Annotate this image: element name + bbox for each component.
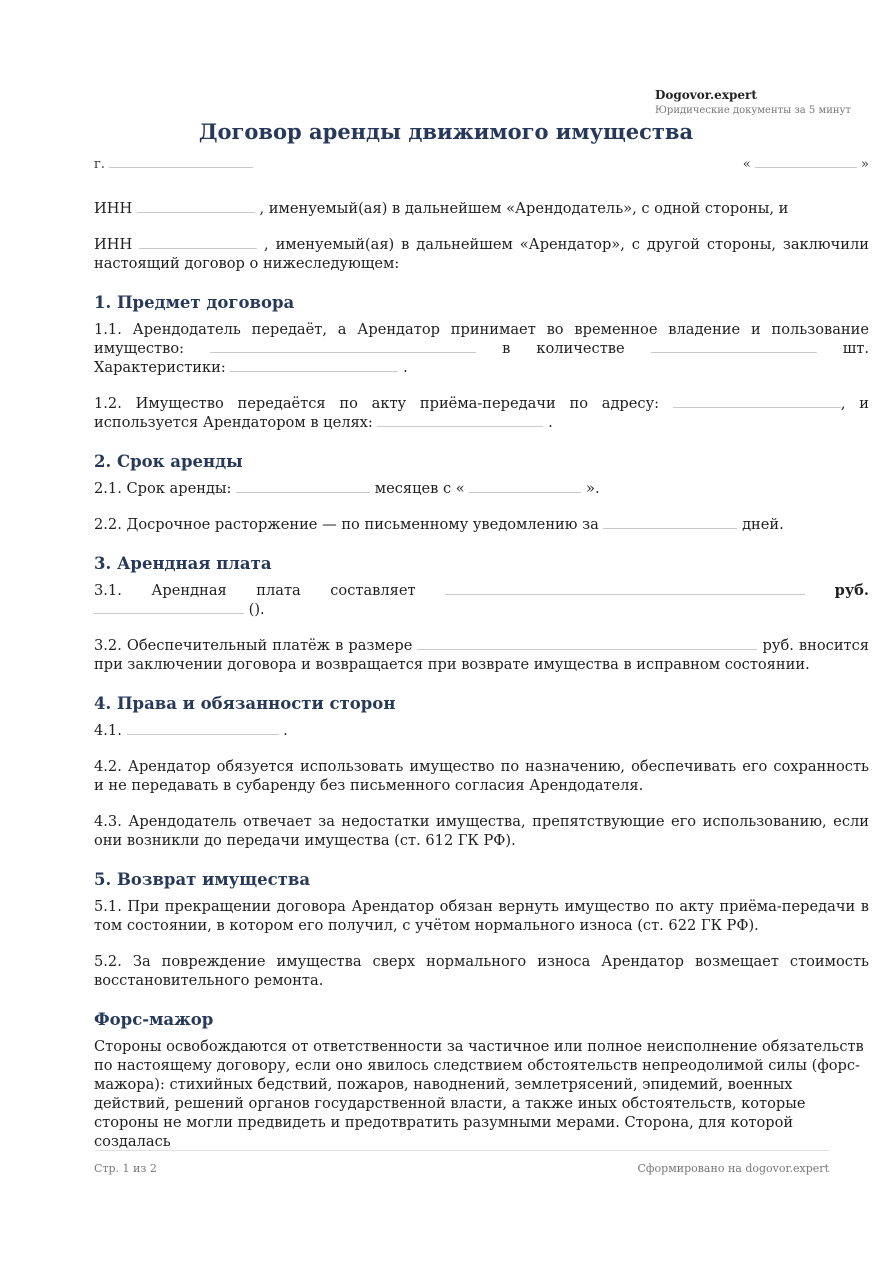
clause-2-2 <box>94 515 869 534</box>
clause-text: в количестве <box>502 340 625 357</box>
date-close-quote: » <box>861 157 869 172</box>
clause-text: 2.2. Досрочное расторжение — по письменному уведомлению за <box>94 516 599 533</box>
clause-text: 3.2. Обеспечительный платёж в размере <box>94 637 413 654</box>
date-blank[interactable] <box>755 154 857 168</box>
notice-days-blank[interactable] <box>603 515 737 529</box>
section-heading-rent: 3. Арендная плата <box>94 554 272 573</box>
intro-lessee-text: , именуемый(ая) в дальнейшем «Арендатор», с другой стороны, заключили настоящий договор о нижеследующем: <box>94 236 870 272</box>
section-heading-subject: 1. Предмет договора <box>94 293 295 312</box>
date-open-quote: « <box>742 157 751 172</box>
clause-text: дней. <box>742 516 784 533</box>
page-footer <box>94 1150 829 1175</box>
clause-text: 4.1. <box>94 722 122 739</box>
purpose-blank[interactable] <box>377 413 543 427</box>
clause-text: , и используется Арендатором в целях: <box>94 395 869 431</box>
start-date-blank[interactable] <box>469 479 581 493</box>
clause-4-2: 4.2. Арендатор обязуется использовать имущество по назначению, обеспечивать его сохранность и не передавать в субаренду без письменного согласия Арендодателя. <box>94 758 869 794</box>
rub-label: руб. <box>834 582 870 599</box>
section-heading-force-majeure: Форс-мажор <box>94 1010 214 1029</box>
address-blank[interactable] <box>673 394 841 408</box>
lessor-inn-blank[interactable] <box>137 199 255 213</box>
clause-text: . <box>403 359 408 376</box>
document-body <box>94 152 869 1151</box>
section-heading-return: 5. Возврат имущества <box>94 870 311 889</box>
clause-text: ». <box>586 480 600 497</box>
place-date-row <box>94 152 869 172</box>
quantity-blank[interactable] <box>651 339 817 353</box>
page-number: Стр. 1 из 2 <box>94 1162 157 1175</box>
clause-text: . <box>283 722 288 739</box>
section-heading-term: 2. Срок аренды <box>94 452 243 471</box>
clause-text: 2.1. Срок аренды: <box>94 480 232 497</box>
place-prefix: г. <box>94 157 105 172</box>
clause-text: месяцев с « <box>374 480 465 497</box>
section-heading-rights: 4. Права и обязанности сторон <box>94 694 396 713</box>
clause-text: 3.1. Арендная плата составляет <box>94 582 416 599</box>
term-months-blank[interactable] <box>236 479 370 493</box>
clause-text: 1.1. Арендодатель передаёт, а Арендатор принимает во временное владение и пользование имущество: <box>94 321 869 357</box>
clause-4-1 <box>94 721 869 740</box>
rights-blank[interactable] <box>127 721 279 735</box>
clause-2-1 <box>94 479 869 498</box>
clause-text: руб. вносится при заключении договора и возвращается при возврате имущества в исправном состоянии. <box>94 637 870 673</box>
rent-amount-blank[interactable] <box>445 581 805 595</box>
brand-name: Dogovor.expert <box>655 88 757 102</box>
clause-text: шт. Характеристики: <box>94 340 869 376</box>
inn-label: ИНН <box>94 236 133 253</box>
inn-label: ИНН <box>94 200 133 217</box>
clause-text: (). <box>248 601 265 618</box>
place-field <box>94 154 253 172</box>
place-blank[interactable] <box>109 154 253 168</box>
property-blank[interactable] <box>210 339 476 353</box>
brand-tagline: Юридические документы за 5 минут <box>655 105 851 117</box>
clause-5-1: 5.1. При прекращении договора Арендатор обязан вернуть имущество по акту приёма-передачи в том состоянии, в котором его получил, с учётом нормального износа (ст. 622 ГК РФ). <box>94 898 869 934</box>
clause-3-1 <box>94 581 869 619</box>
rent-words-blank[interactable] <box>94 600 244 614</box>
intro-lessee <box>94 235 869 273</box>
clause-1-1 <box>94 320 869 377</box>
characteristics-blank[interactable] <box>230 358 398 372</box>
clause-text: . <box>548 414 553 431</box>
deposit-amount-blank[interactable] <box>417 636 757 650</box>
intro-lessor <box>94 199 869 218</box>
force-majeure-text: Стороны освобождаются от ответственности за частичное или полное неисполнение обязательств по настоящему договору, если оно явилось следствием обстоятельств непреодолимой силы (форс-мажора): стихийных бедствий, пожаров, наводнений, землетрясений, эпидемий, военных действий, решений органов государственной власти, а также иных обстоятельств, которые стороны не могли предвидеть и предотвратить разумными мерами. Сторона, для которой создалась <box>94 1038 864 1150</box>
lessee-inn-blank[interactable] <box>139 235 257 249</box>
document-title: Договор аренды движимого имущества <box>198 119 694 144</box>
clause-5-2: 5.2. За повреждение имущества сверх нормального износа Арендатор возмещает стоимость восстановительного ремонта. <box>94 953 869 989</box>
clause-4-3: 4.3. Арендодатель отвечает за недостатки имущества, препятствующие его использованию, если они возникли до передачи имущества (ст. 612 ГК РФ). <box>94 813 869 849</box>
brand-block <box>655 88 851 117</box>
intro-lessor-text: , именуемый(ая) в дальнейшем «Арендодатель», с одной стороны, и <box>259 200 789 217</box>
date-field <box>743 154 869 172</box>
clause-3-2 <box>94 636 869 674</box>
generated-by: Сформировано на dogovor.expert <box>637 1162 829 1175</box>
clause-text: 1.2. Имущество передаётся по акту приёма-передачи по адресу: <box>94 395 660 412</box>
clause-1-2 <box>94 394 869 432</box>
